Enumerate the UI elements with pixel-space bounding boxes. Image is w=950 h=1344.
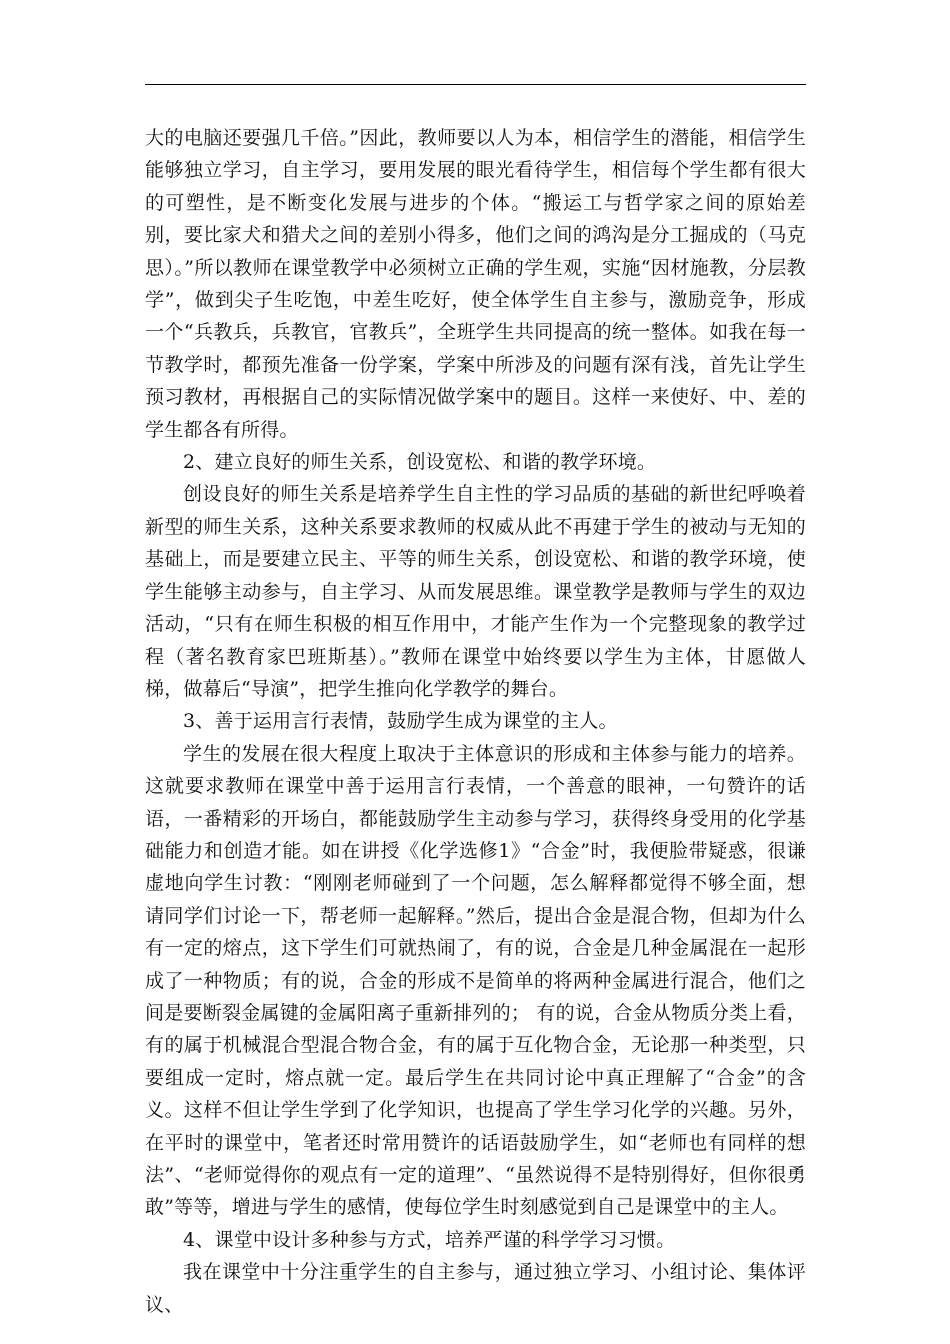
page-body bbox=[145, 122, 806, 1321]
paragraph-teacher-student-relationship: 创设良好的师生关系是培养学生自主性的学习品质的基础的新世纪呼唤着新型的师生关系，这种关系要求教师的权威从此不再建于学生的被动与无知的基础上，而是要建立民主、平等的师生关系，创设宽松、和谐的教学环境，使学生能够主动参与，自主学习、从而发展思维。课堂教学是教师与学生的双边活动，“只有在师生积极的相互作用中，才能产生作为一个完整现象的教学过程（著名教育家巴班斯基）。”教师在课堂中始终要以学生为主体，甘愿做人梯，做幕后“导演”，把学生推向化学教学的舞台。 bbox=[145, 483, 806, 700]
header-rule bbox=[145, 84, 806, 85]
section-heading-3: 3、善于运用言行表情，鼓励学生成为课堂的主人。 bbox=[183, 710, 618, 733]
paragraph-continuation: 大的电脑还要强几千倍。”因此，教师要以人为本，相信学生的潜能，相信学生能够独立学习，自主学习，要用发展的眼光看待学生，相信每个学生都有很大的可塑性，是不断变化发展与进步的个体。“搬运工与哲学家之间的原始差别，要比家犬和猎犬之间的差别小得多，他们之间的鸿沟是分工掘成的（马克思）。”所以教师在课堂教学中必须树立正确的学生观，实施“因材施教，分层教学”，做到尖子生吃饱，中差生吃好，使全体学生自主参与，激励竞争，形成一个“兵教兵，兵教官，官教兵”，全班学生共同提高的统一整体。如我在每一节教学时，都预先准备一份学案，学案中所涉及的问题有深有浅，首先让学生预习教材，再根据自己的实际情况做学案中的题目。这样一来使好、中、差的学生都各有所得。 bbox=[145, 127, 806, 441]
paragraph-expressions-encouragement: 学生的发展在很大程度上取决于主体意识的形成和主体参与能力的培养。这就要求教师在课堂中善于运用言行表情，一个善意的眼神，一句赞许的话语，一番精彩的开场白，都能鼓励学生主动参与学习，获得终身受用的化学基础能力和创造才能。如在讲授《化学选修1》“合金”时，我便脸带疑惑，很谦虚地向学生讨教：“刚刚老师碰到了一个问题，怎么解释都觉得不够全面，想请同学们讨论一下，帮老师一起解释。”然后，提出合金是混合物，但却为什么有一定的熔点，这下学生们可就热闹了，有的说，合金是几种金属混在一起形成了一种物质；有的说，合金的形成不是简单的将两种金属进行混合，他们之间是要断裂金属键的金属阳离子重新排列的； 有的说，合金从物质分类上看，有的属于机械混合型混合物合金，有的属于互化物合金，无论那一种类型，只要组成一定时，熔点就一定。最后学生在共同讨论中真正理解了“合金”的含义。这样不但让学生学到了化学知识，也提高了学生学习化学的兴趣。另外，在平时的课堂中，笔者还时常用赞许的话语鼓励学生，如“老师也有同样的想法”、“老师觉得你的观点有一定的道理”、“虽然说得不是特别得好，但你很勇敢”等等，增进与学生的感情，使每位学生时刻感觉到自己是课堂中的主人。 bbox=[145, 742, 806, 1219]
paragraph-participation-methods: 我在课堂中十分注重学生的自主参与，通过独立学习、小组讨论、集体评议、 bbox=[145, 1261, 806, 1316]
section-heading-2: 2、建立良好的师生关系，创设宽松、和谐的教学环境。 bbox=[183, 451, 657, 474]
section-heading-4: 4、课堂中设计多种参与方式，培养严谨的科学学习习惯。 bbox=[183, 1228, 676, 1251]
